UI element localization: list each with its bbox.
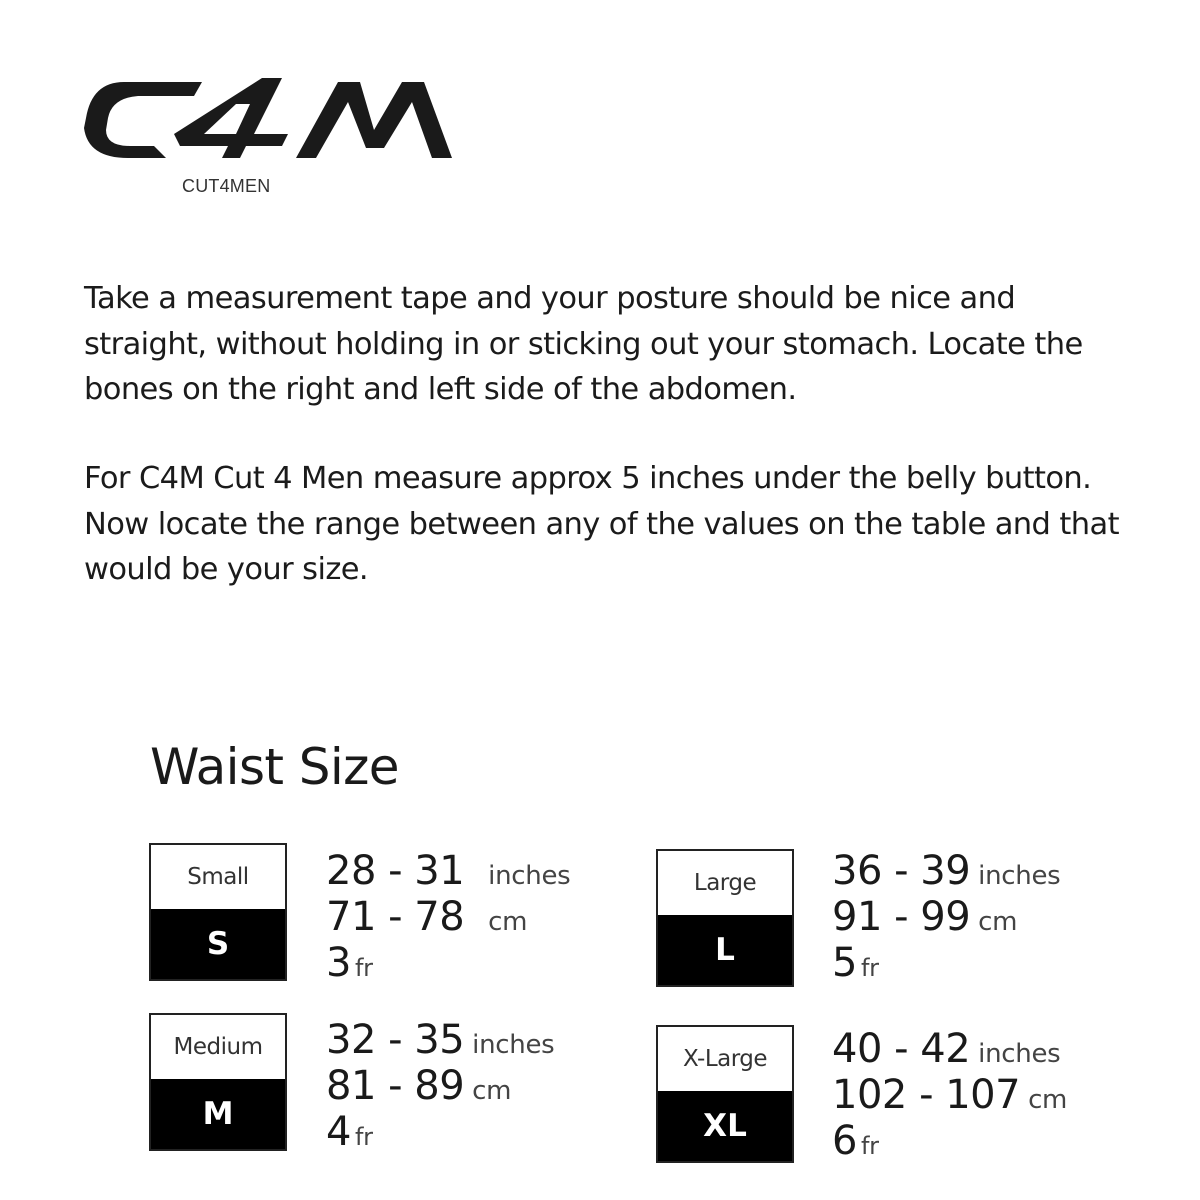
- size-values-xlarge: [832, 1026, 1067, 1164]
- fr-unit: fr: [860, 1132, 879, 1160]
- size-box-small: [149, 843, 287, 981]
- size-name: Large: [693, 870, 757, 896]
- size-code: XL: [658, 1091, 792, 1161]
- fr-size: 6: [832, 1118, 857, 1164]
- fr-unit: fr: [354, 954, 373, 982]
- inches-range: 32 - 35: [326, 1017, 465, 1063]
- fr-size: 4: [326, 1109, 351, 1155]
- size-name: Medium: [173, 1034, 263, 1060]
- size-box-medium: [149, 1013, 287, 1151]
- brand-subtitle: CUT4MEN: [182, 176, 271, 196]
- fr-size: 5: [832, 940, 857, 986]
- size-code: M: [151, 1079, 285, 1149]
- cm-unit: cm: [1028, 1085, 1068, 1115]
- fr-size: 3: [326, 940, 351, 986]
- size-name: X-Large: [682, 1046, 768, 1072]
- fr-unit: fr: [860, 954, 879, 982]
- cm-range: 102 - 107: [832, 1072, 1021, 1118]
- size-values-medium: [326, 1017, 554, 1155]
- cm-range: 81 - 89: [326, 1063, 465, 1109]
- inches-unit: inches: [472, 1030, 555, 1060]
- size-values-large: [832, 848, 1060, 986]
- size-box-xlarge: [656, 1025, 794, 1163]
- size-values-small: [326, 848, 570, 986]
- size-code: S: [151, 909, 285, 979]
- instructions-paragraph-2: For C4M Cut 4 Men measure approx 5 inches under the belly button. Now locate the range between any of the values on the table and that would be your size.: [84, 461, 1119, 587]
- inches-unit: inches: [978, 1039, 1061, 1069]
- size-name: Small: [187, 864, 249, 890]
- inches-range: 28 - 31: [326, 848, 465, 894]
- cm-unit: cm: [978, 907, 1018, 937]
- size-box-large: [656, 849, 794, 987]
- brand-logo: [84, 74, 454, 164]
- instructions-paragraph-1: Take a measurement tape and your posture should be nice and straight, without holding in or sticking out your stomach. Locate the bones on the right and left side of the abdomen.: [84, 281, 1083, 407]
- inches-range: 36 - 39: [832, 848, 971, 894]
- inches-unit: inches: [978, 861, 1061, 891]
- fr-unit: fr: [354, 1123, 373, 1151]
- cm-unit: cm: [472, 1076, 512, 1106]
- c4m-logo-icon: [84, 74, 454, 164]
- inches-unit: inches: [488, 861, 571, 891]
- size-code: L: [658, 915, 792, 985]
- cm-range: 71 - 78: [326, 894, 465, 940]
- inches-range: 40 - 42: [832, 1026, 971, 1072]
- cm-range: 91 - 99: [832, 894, 971, 940]
- cm-unit: cm: [488, 907, 528, 937]
- size-chart-title: Waist Size: [150, 738, 399, 796]
